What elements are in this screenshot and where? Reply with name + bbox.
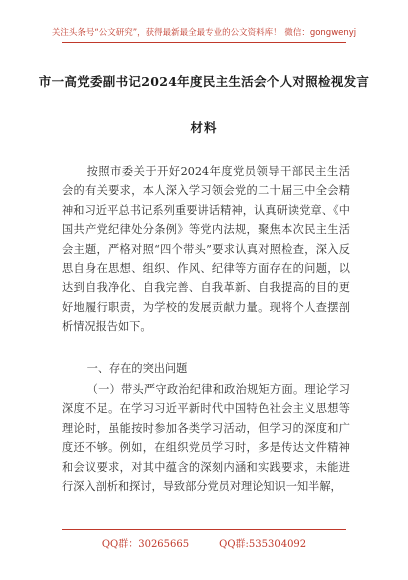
footer-qq-group-1: QQ群：30265665 <box>101 539 190 550</box>
footer <box>0 535 408 550</box>
top-banner: 关注头条号“公文研究”，获得最新最全最专业的公文资料库！ 微信：gongwenyj <box>51 28 357 38</box>
top-divider <box>62 42 346 43</box>
footer-divider <box>62 529 346 530</box>
intro-paragraph: 按照市委关于开好2024年度党员领导干部民主生活会的有关要求，本人深入学习领会党的二十届三中全会精神和习近平总书记系列重要讲话精神，认真研读党章、《中国共产党纪律处分条例》等党内法规，聚焦本次民主生活会主题，严格对照“四个带头”要求认真对照检查，深入反思自身在思想、组织、作风、纪律等方面存在的问题，以达到自我净化、自我完善、自我革新、自我提高的目的更好地履行职责，为学校的发展贡献力量。现将个人查摆剖析情况报告如下。 <box>62 165 350 334</box>
body-paragraph: （一）带头严守政治纪律和政治规矩方面。理论学习深度不足。在学习习近平新时代中国特色社会主义思想等理论时，虽能按时参加各类学习活动，但学习的深度和广度还不够。例如，在组织党员学习时，多是传达文件精神和会议要求，对其中蕴含的深刻内涵和实践要求，未能进行深入剖析和探讨，导致部分党员对理论知识一知半解， <box>62 383 350 494</box>
document-title-continued: 材料 <box>190 120 218 135</box>
document-title: 市一高党委副书记2024年度民主生活会个人对照检视发言 <box>38 74 370 89</box>
section-heading: 一、存在的突出问题 <box>86 362 188 375</box>
footer-qq-group-2: QQ群:535304092 <box>219 539 307 550</box>
